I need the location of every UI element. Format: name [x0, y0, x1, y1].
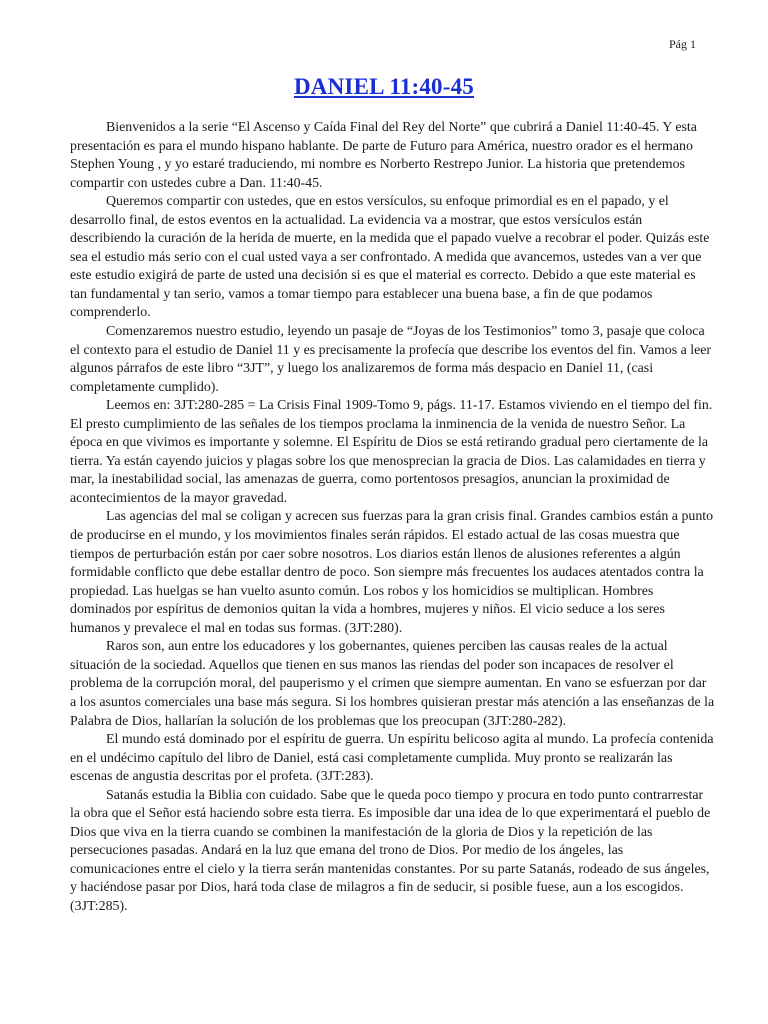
document-title: DANIEL 11:40-45 — [294, 74, 474, 99]
paragraph: Leemos en: 3JT:280-285 = La Crisis Final 1909-Tomo 9, págs. 11-17. Estamos viviendo en el tiempo del fin. El presto cumplimiento de las señales de los tiempos proclama la inminencia de la venida de nuestro Señor. La época en que vivimos es importante y solemne. El Espíritu de Dios se está retirando gradual pero ciertamente de la tierra. Ya están cayendo juicios y plagas sobre los que menosprecian la gracia de Dios. Las calamidades en tierra y mar, la inestabilidad social, las amenazas de guerra, como portentosos presagios, anuncian la proximidad de acontecimientos de la mayor gravedad. — [70, 398, 713, 506]
paragraph: Comenzaremos nuestro estudio, leyendo un pasaje de “Joyas de los Testimonios” tomo 3, pasaje que coloca el contexto para el estudio de Daniel 11 y es precisamente la profecía que describe los eventos del fin. Vamos a leer algunos párrafos de este libro “3JT”, y luego los analizaremos de forma más despacio en Daniel 11, (casi completamente cumplido). — [70, 324, 712, 395]
paragraph: Las agencias del mal se coligan y acrecen sus fuerzas para la gran crisis final. Grandes cambios están a punto de producirse en el mundo, y los movimientos finales serán rápidos. El estado actual de las cosas muestra que tiempos de perturbación están por caer sobre nosotros. Los diarios están llenos de alusiones referentes a algún formidable conflicto que debe estallar dentro de poco. Son siempre más frecuentes los audaces atentados contra la propiedad. Las huelgas se han vuelto asunto común. Los robos y los homicidios se multiplican. Hombres dominados por espíritus de demonios quitan la vida a hombres, mujeres y niños. El vicio seduce a los seres humanos y prevalece el mal en todas sus formas. (3JT:280). — [70, 509, 714, 636]
page-number: Pág 1 — [669, 37, 696, 51]
paragraph: El mundo está dominado por el espíritu de guerra. Un espíritu belicoso agita al mundo. La profecía contenida en el undécimo capítulo del libro de Daniel, está casi completamente cumplida. Muy pronto se realizarán las escenas de angustia descritas por el profeta. (3JT:283). — [70, 732, 714, 785]
paragraph: Raros son, aun entre los educadores y los gobernantes, quienes perciben las causas reales de la actual situación de la sociedad. Aquellos que tienen en sus manos las riendas del poder son incapaces de resolver el problema de la corrupción moral, del pauperismo y el crimen que siempre aumentan. En vano se esfuerzan por dar a los asuntos comerciales una base más segura. Si los hombres quisieran prestar más atención a las enseñanzas de la Palabra de Dios, hallarían la solución de los problemas que los preocupan (3JT:280-282). — [70, 639, 715, 729]
paragraph: Satanás estudia la Biblia con cuidado. Sabe que le queda poco tiempo y procura en todo punto contrarrestar la obra que el Señor está haciendo sobre esta tierra. Es imposible dar una idea de lo que experimentará el pueblo de Dios que viva en la tierra cuando se combinen la manifestación de la gloria de Dios y la repetición de las persecuciones pasadas. Andará en la luz que emana del trono de Dios. Por medio de los ángeles, las comunicaciones entre el cielo y la tierra serán mantenidas constantes. Por su parte Satanás, rodeado de sus ángeles, y haciéndose pasar por Dios, hará toda clase de milagros a fin de seducir, si posible fuese, aun a los escogidos. (3JT:285). — [70, 787, 711, 914]
paragraph: Bienvenidos a la serie “El Ascenso y Caída Final del Rey del Norte” que cubrirá a Daniel 11:40-45. Y esta presentación es para el mundo hispano hablante. De parte de Futuro para América, nuestro orador es el hermano Stephen Young , y yo estaré traduciendo, mi nombre es Norberto Restrepo Junior. La historia que pretendemos compartir con ustedes cubre a Dan. 11:40-45. — [70, 120, 697, 191]
paragraph: Queremos compartir con ustedes, que en estos versículos, su enfoque primordial es en el papado, y el desarrollo final, de estos eventos en la actualidad. La evidencia va a mostrar, que estos versículos están describiendo la curación de la herida de muerte, en la medida que el papado vuelve a recobrar el poder. Quizás este sea el estudio más serio con el cual usted vaya a ser confrontado. A medida que avancemos, ustedes van a ver que este estudio exigirá de parte de usted una decisión si es que el material es correcto. Debido a que este material es tan fundamental y tan serio, vamos a tomar tiempo para establecer una buena base, a fin de que podamos comprenderlo. — [70, 194, 710, 321]
document-body — [70, 119, 715, 917]
